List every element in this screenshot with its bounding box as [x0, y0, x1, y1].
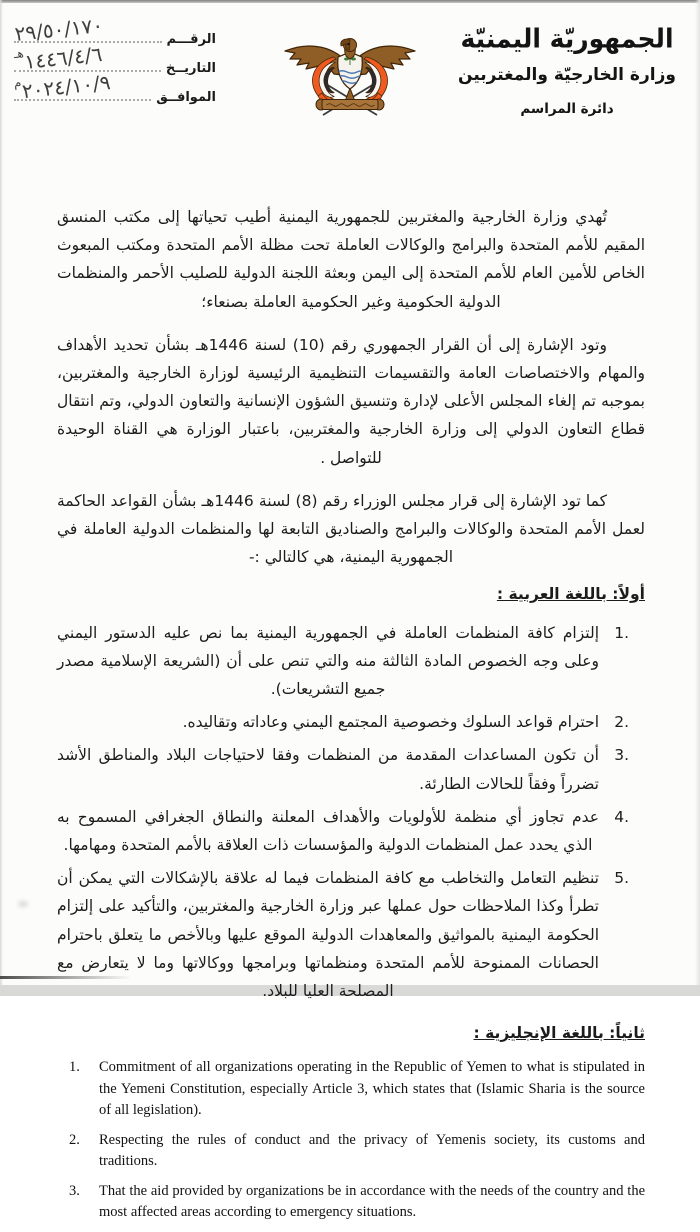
- ref-row-corresponding: [13, 70, 216, 105]
- list-item: [61, 1057, 645, 1120]
- item-text: تنظيم التعامل والتخاطب مع كافة المنظمات فيما له علاقة بالإشكالات التي يمكن أن تطرأ وكذا الملاحظات حول عملها عبر وزارة الخارجية والمغتربين، والتأكيد على إلتزام الحكومة اليمنية بالمواثيق والمعاهدات الدولية الموقع عليها وبالأخص ما يتعلق باحترام الحصانات الممنوحة للأمم المتحدة ومنظماتها وبرامجها ووكالاتها وما لا يتعارض مع المصلحة العليا للبلاد.: [57, 869, 599, 1001]
- list-item: [57, 619, 633, 704]
- paragraph-decree-10: وتود الإشارة إلى أن القرار الجمهوري رقم (10) لسنة 1446هـ بشأن تحديد الأهداف والمهام والاختصاصات العامة والتقسيمات التنظيمية الرئيسية لوزارة الخارجية والمغتربين، بموجبه تم إلغاء المجلس الأعلى لإدارة وتنسيق الشؤون الإنسانية والتعاون الدولي، وتم انتقال قطاع التعاون الدولي إلى وزارة الخارجية والمغتربين، باعتبار الوزارة هي القناة الوحيدة للتواصل .: [57, 335, 645, 467]
- item-text: عدم تجاوز أي منظمة للأولويات والأهداف المعلنة والنطاق الجغرافي المسموح به الذي يحدد عمل المنظمات الدولية والمؤسسات ذات العلاقة بالأمم المتحدة ومهامها.: [57, 807, 599, 855]
- item-text: Respecting the rules of conduct and the privacy of Yemenis society, its customs and traditions.: [99, 1131, 645, 1169]
- item-number: 2.: [69, 1131, 80, 1148]
- letterhead: [448, 24, 686, 117]
- list-item: [57, 803, 633, 859]
- list-item: [57, 864, 633, 1005]
- paragraph-greeting: تُهدي وزارة الخارجية والمغتربين للجمهورية اليمنية أطيب تحياتها إلى مكتب المنسق المقيم للأمم المتحدة والبرامج والوكالات العاملة تحت مظلة الأمم المتحدة ومكتب المبعوث الخاص للأمين العام للأمم المتحدة إلى اليمن وبعثة اللجنة الدولية للصليب الأحمر والمنظمات الدولية الحكومية وغير الحكومية العاملة بصنعاء؛: [57, 208, 645, 311]
- arabic-section-heading: أولاً: باللغة العربية :: [496, 585, 645, 604]
- emblem-svg: [275, 20, 425, 120]
- item-text: That the aid provided by organizations be in accordance with the needs of the country and the most affected areas according to emergency situations.: [99, 1182, 645, 1220]
- item-number: 1.: [69, 1059, 80, 1076]
- scan-edge-top: [0, 0, 700, 3]
- country-name: الجمهوريّة اليمنيّة: [460, 23, 674, 54]
- date-label: التاريــخ: [165, 61, 216, 76]
- scan-edge-right: [695, 0, 700, 996]
- date-value-digits: ١٤٤٦/٤/٦: [23, 41, 104, 74]
- list-item: [57, 741, 633, 797]
- ministry-name: وزارة الخارجيّة والمغتربين: [458, 65, 676, 85]
- paragraph-decree-8: كما تود الإشارة إلى قرار مجلس الوزراء رقم (8) لسنة 1446هـ بشأن القواعد الحاكمة لعمل الأمم المتحدة والوكالات والبرامج والصناديق التابعة لها والمنظمات الدولية العاملة في الجمهورية اليمنية، هي كالتالي :-: [57, 491, 645, 567]
- scan-smudge: [18, 901, 28, 907]
- item-text: إلتزام كافة المنظمات العاملة في الجمهورية اليمنية بما نص عليه الدستور اليمني وعلى وجه الخصوص المادة الثالثة منه والتي تنص على أن (الشريعة الإسلامية مصدر جميع التشريعات).: [57, 623, 599, 699]
- scan-edge-left: [0, 0, 3, 996]
- english-section-heading: ثانياً: باللغة الإنجليزية :: [473, 1024, 645, 1043]
- letter-body: [57, 203, 645, 1232]
- eagle-eye: [347, 43, 349, 45]
- department-name: دائرة المراسم: [520, 101, 614, 117]
- number-label: الرقـــم: [166, 32, 216, 47]
- item-number: 3.: [69, 1182, 80, 1199]
- item-number: 4.: [614, 807, 629, 826]
- item-text: أن تكون المساعدات المقدمة من المنظمات وفقا لاحتياجات البلاد والمناطق الأشد تضرراً وفقاً للحالات الطارئة.: [57, 746, 599, 793]
- ref-row-number: [13, 12, 216, 47]
- item-number: 2.: [614, 713, 629, 732]
- corresponding-label: الموافــق: [156, 90, 216, 105]
- number-handwritten-value: ٢٩/٥٠/١٧٠: [13, 12, 105, 46]
- list-item: [61, 1181, 645, 1223]
- item-number: 5.: [614, 869, 629, 888]
- item-text: Commitment of all organizations operating in the Republic of Yemen to what is stipulated in the Yemeni Constitution, especially Article 3, which states that (Islamic Sharia is the source of all legislation).: [99, 1059, 645, 1118]
- hijri-suffix: هـ: [13, 46, 25, 62]
- list-item: [61, 1130, 645, 1172]
- arabic-rules-list: [57, 619, 633, 1006]
- item-number: 1.: [614, 623, 629, 642]
- yemen-national-emblem-icon: [275, 20, 425, 120]
- ref-row-date: [13, 41, 216, 76]
- reference-block: [13, 12, 216, 105]
- gregorian-suffix: م: [13, 75, 22, 91]
- item-text: احترام قواعد السلوك وخصوصية المجتمع اليمني وعاداته وتقاليده.: [182, 713, 599, 732]
- corresponding-value-digits: ٢٠٢٤/١٠/٩: [20, 70, 112, 104]
- item-number: 3.: [614, 746, 629, 765]
- english-rules-list: [61, 1057, 645, 1222]
- scroll-banner: [316, 99, 384, 110]
- list-item: [57, 708, 633, 736]
